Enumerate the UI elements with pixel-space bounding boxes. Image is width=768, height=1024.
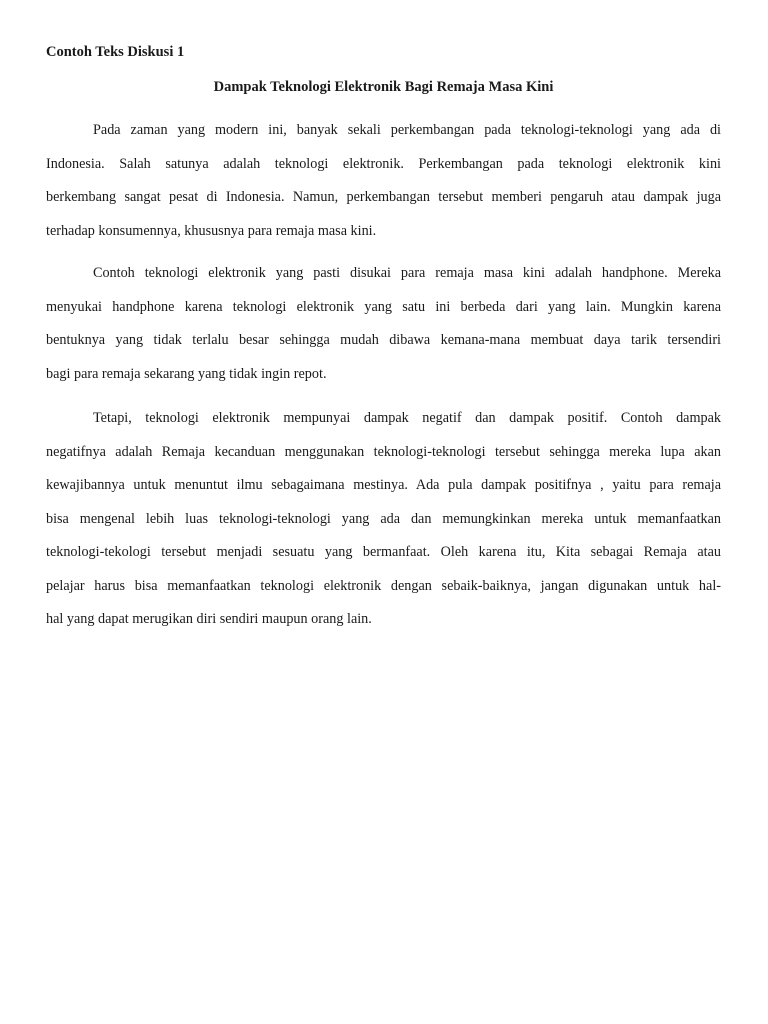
paragraph-line: teknologi-tekologi tersebut menjadi sesuatu yang bermanfaat. Oleh karena itu, Kita sebagai Remaja atau [46, 544, 721, 560]
document-title: Dampak Teknologi Elektronik Bagi Remaja Masa Kini [213, 79, 554, 95]
paragraph-line: terhadap konsumennya, khususnya para remaja masa kini. [46, 222, 377, 239]
paragraph-3 [46, 402, 721, 637]
paragraph-line: bentuknya yang tidak terlalu besar sehingga mudah dibawa kemana-mana membuat daya tarik tersendiri [46, 332, 721, 348]
paragraph-line: negatifnya adalah Remaja kecanduan menggunakan teknologi-teknologi tersebut sehingga mereka lupa akan [46, 443, 721, 460]
paragraph-line: Pada zaman yang modern ini, banyak sekali perkembangan pada teknologi-teknologi yang ada di [93, 122, 721, 138]
paragraph-line: pelajar harus bisa memanfaatkan teknologi elektronik dengan sebaik-baiknya, jangan digunakan untuk hal- [46, 577, 721, 594]
paragraph-line: menyukai handphone karena teknologi elektronik yang satu ini berbeda dari yang lain. Mungkin karena [46, 298, 721, 315]
paragraph-1 [46, 114, 721, 248]
paragraph-line: Tetapi, teknologi elektronik mempunyai dampak negatif dan dampak positif. Contoh dampak [93, 410, 721, 426]
paragraph-line: Contoh teknologi elektronik yang pasti disukai para remaja masa kini adalah handphone. Mereka [93, 265, 721, 281]
paragraph-2 [46, 257, 721, 391]
paragraph-line: bisa mengenal lebih luas teknologi-teknologi yang ada dan memungkinkan mereka untuk memanfaatkan [46, 510, 721, 527]
paragraph-line: berkembang sangat pesat di Indonesia. Namun, perkembangan tersebut memberi pengaruh atau dampak juga [46, 189, 721, 205]
paragraph-line: bagi para remaja sekarang yang tidak ingin repot. [46, 365, 327, 382]
document-label: Contoh Teks Diskusi 1 [46, 44, 185, 60]
paragraph-line: kewajibannya untuk menuntut ilmu sebagaimana mestinya. Ada pula dampak positifnya , yaitu para remaja [46, 477, 721, 493]
paragraph-line: hal yang dapat merugikan diri sendiri maupun orang lain. [46, 611, 372, 627]
paragraph-line: Indonesia. Salah satunya adalah teknologi elektronik. Perkembangan pada teknologi elektronik kini [46, 155, 721, 172]
